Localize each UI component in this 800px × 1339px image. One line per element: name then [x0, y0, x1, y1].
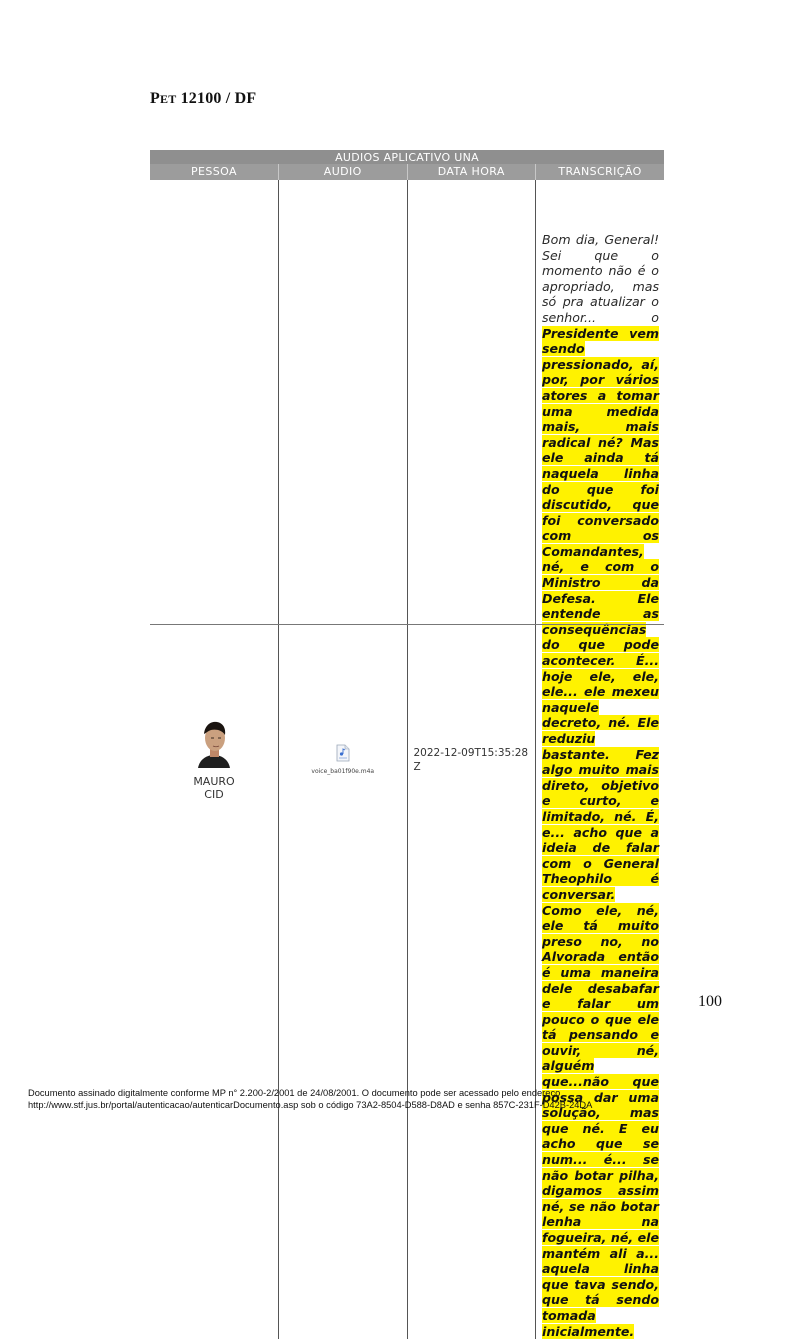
header-pet-rest: ET — [159, 92, 177, 106]
digital-signature-note — [28, 1087, 592, 1111]
audio-evidence-table — [150, 150, 664, 1339]
datetime-cell: 2022-12-09T15:35:28Z — [407, 180, 536, 1339]
signature-note-line-2: http://www.stf.jus.br/portal/autenticacao/autenticarDocumento.asp sob o código 73A2-8504-D588-D8AD e senha 857C-231F-D42B-24DA — [28, 1100, 593, 1110]
page-header — [150, 90, 256, 108]
audio-file-name: voice_ba01f90e.m4a — [311, 768, 375, 776]
audio-file-icon — [336, 744, 350, 762]
table-caption: AUDIOS APLICATIVO UNA — [150, 150, 664, 164]
person-name-first: MAURO — [193, 775, 235, 789]
person-photo — [196, 718, 232, 768]
page-number: 100 — [698, 993, 722, 1010]
table-header-row — [150, 164, 664, 180]
person-name-last: CID — [204, 788, 224, 802]
transcript-plain-text: Bom dia, General! Sei que o momento não é o apropriado, mas só pra atualizar o senhor... o — [542, 232, 659, 325]
person-cell — [150, 180, 279, 1339]
table-bottom-rule — [150, 624, 664, 625]
column-header-audio: AUDIO — [279, 164, 408, 180]
transcript-cell — [536, 180, 665, 1339]
column-header-pessoa: PESSOA — [150, 164, 279, 180]
column-header-data-hora: DATA HORA — [407, 164, 536, 180]
column-header-transcricao: TRANSCRIÇÃO — [536, 164, 665, 180]
audio-cell — [279, 180, 408, 1339]
table-caption-row — [150, 150, 664, 164]
signature-note-line-1: Documento assinado digitalmente conforme MP n° 2.200-2/2001 de 24/08/2001. O documento pode ser acessado pelo endereço — [28, 1088, 561, 1098]
header-case-number: 12100 / DF — [180, 90, 257, 107]
transcript-highlighted-text: Presidente vem sendo pressionado, aí, por, por vários atores a tomar uma medida mais, mais radical né? Mas ele ainda tá naquela linha do que foi discutido, que foi conversado com os Comandantes, né, e com o Ministro da Defesa. Ele entende as consequências do que pode acontecer. É... hoje ele, ele, ele... ele mexeu naquele decreto, né. Ele reduziu bastante. Fez algo muito mais direto, objetivo e curto, e limitado, né. É, e... acho que a ideia de falar com o General Theophilo é conversar. Como ele, né, ele tá muito preso no, no Alvorada então é uma maneira dele desabafar e falar um pouco o que ele tá pensando e ouvir, né, alguém que...não que possa dar uma solução, mas que né. E eu acho que se num... é... se não botar pilha, digamos assim né, se não botar lenha na fogueira, né, ele mantém ali a... aquela linha que tava sendo, que tá sendo tomada inicialmente. — [542, 325, 659, 1339]
table-row — [150, 180, 664, 1339]
header-pet-initial: P — [150, 90, 160, 107]
